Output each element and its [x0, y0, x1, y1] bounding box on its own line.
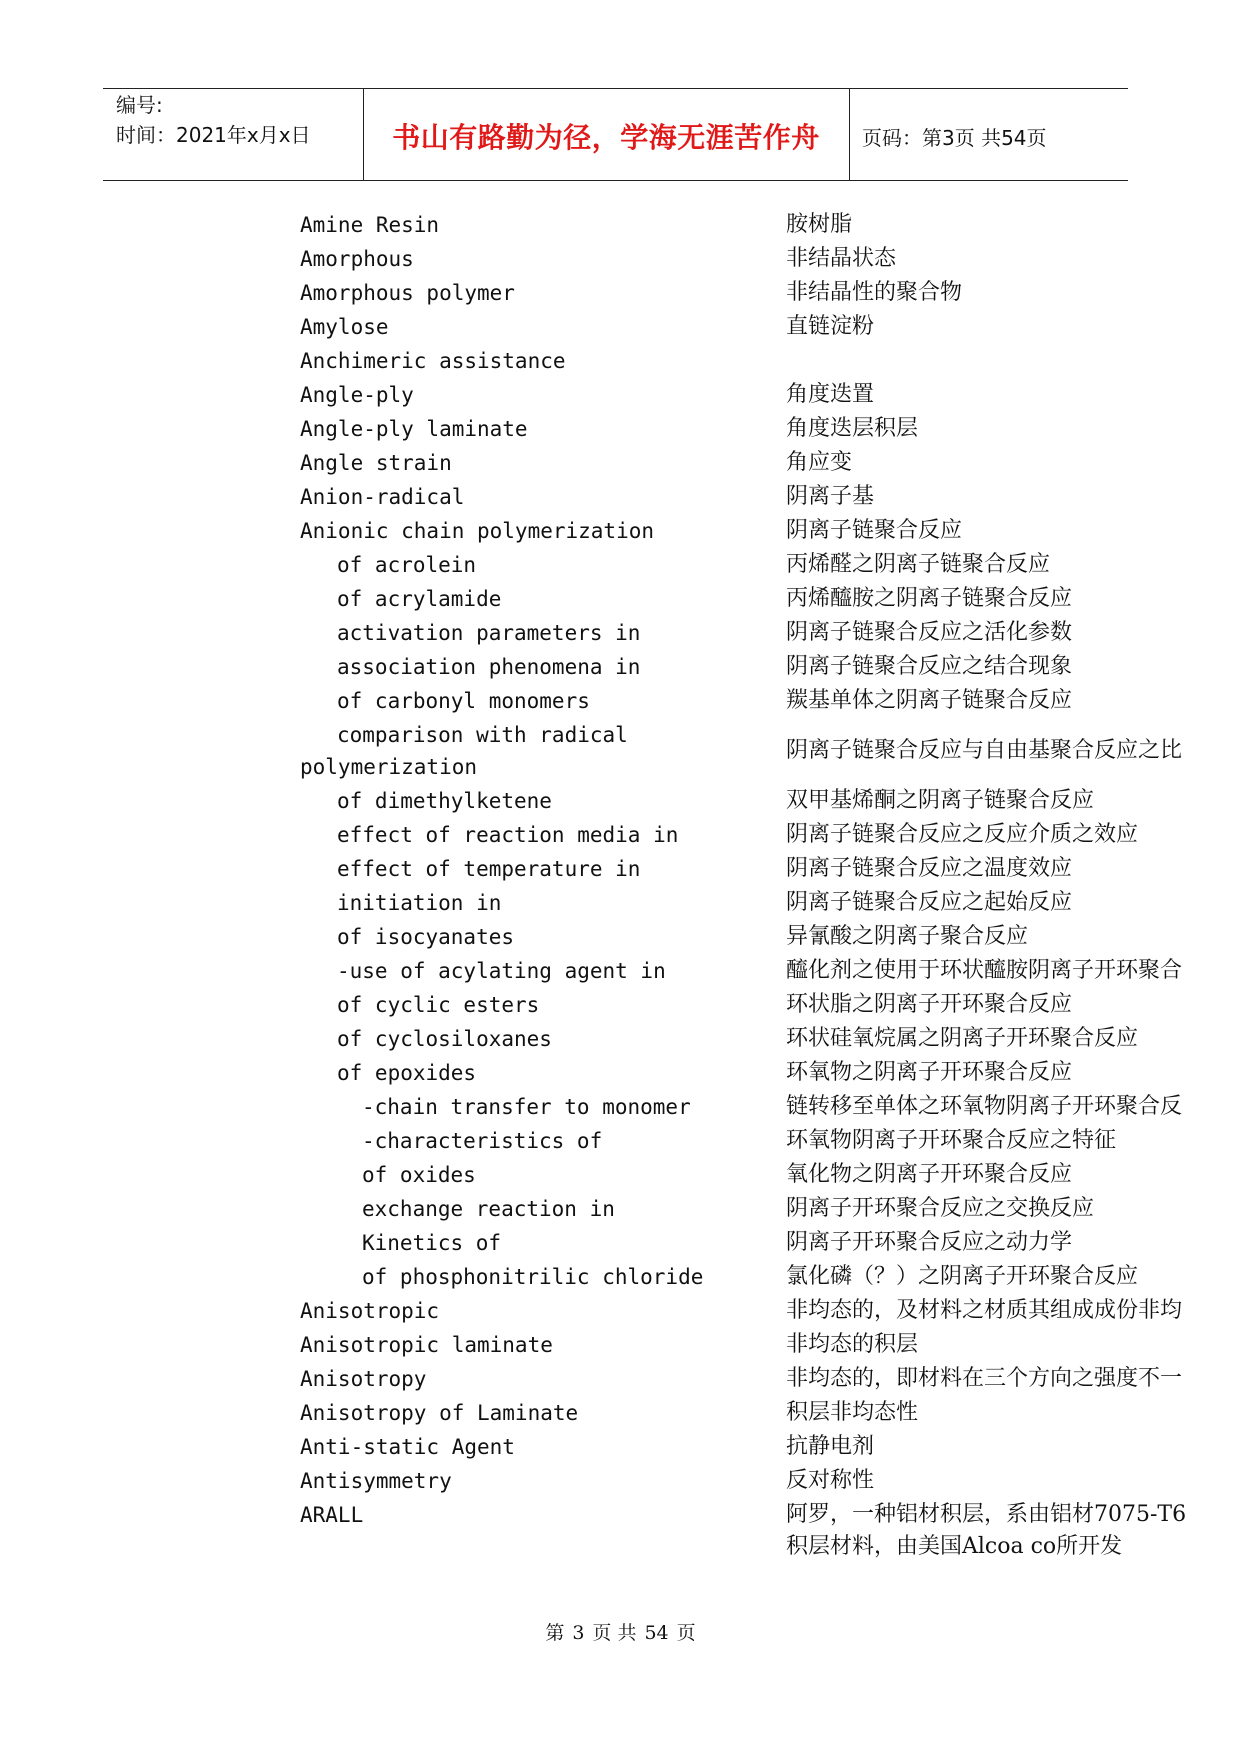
glossary-row	[0, 886, 1241, 920]
glossary-translation: 反对称性	[786, 1468, 875, 1493]
footer-suffix: 页	[676, 1622, 696, 1644]
glossary-term: of cyclosiloxanes	[337, 1027, 552, 1051]
glossary-row	[0, 1362, 1241, 1396]
glossary-row	[0, 1124, 1241, 1158]
glossary-translation: 醯化剂之使用于环状醯胺阴离子开环聚合	[786, 958, 1183, 983]
glossary-row	[0, 1260, 1241, 1294]
glossary-row	[0, 616, 1241, 650]
glossary-term: -use of acylating agent in	[337, 959, 666, 983]
header-page-info: 页码：第3页 共54页	[862, 126, 1047, 150]
glossary-row	[0, 480, 1241, 514]
header-bottom-rule	[103, 180, 1128, 181]
glossary-translation-continuation: 积层材料，由美国Alcoa co所开发	[786, 1534, 1123, 1559]
glossary-term: Kinetics of	[362, 1231, 502, 1255]
glossary-translation: 氧化物之阴离子开环聚合反应	[786, 1162, 1073, 1187]
glossary-term: of acrolein	[337, 553, 477, 577]
glossary-translation: 非均态的，即材料在三个方向之强度不一	[786, 1366, 1183, 1391]
glossary-translation: 非均态的，及材料之材质其组成成份非均	[786, 1298, 1183, 1323]
header-meta	[116, 90, 311, 150]
glossary-translation: 阴离子基	[786, 484, 875, 509]
glossary-translation: 角度迭层积层	[786, 416, 919, 441]
glossary-translation: 非结晶状态	[786, 246, 897, 271]
glossary-translation: 角应变	[786, 450, 853, 475]
glossary-term: Amylose	[300, 315, 389, 339]
glossary-translation: 羰基单体之阴离子链聚合反应	[786, 688, 1073, 713]
glossary-row	[0, 1430, 1241, 1464]
glossary-row	[0, 1226, 1241, 1260]
glossary-translation: 阿罗，一种铝材积层，系由铝材7075-T6	[786, 1502, 1187, 1527]
glossary-term: -characteristics of	[362, 1129, 603, 1153]
glossary-translation: 环状脂之阴离子开环聚合反应	[786, 992, 1073, 1017]
glossary-translation: 阴离子链聚合反应之结合现象	[786, 654, 1073, 679]
glossary-translation: 异氰酸之阴离子聚合反应	[786, 924, 1029, 949]
glossary-translation: 阴离子开环聚合反应之交换反应	[786, 1196, 1095, 1221]
glossary-term: Anisotropy of Laminate	[300, 1401, 579, 1425]
glossary-row	[0, 650, 1241, 684]
glossary-translation: 阴离子链聚合反应之反应介质之效应	[786, 822, 1139, 847]
glossary-row	[0, 1192, 1241, 1226]
glossary-term: Anti-static Agent	[300, 1435, 515, 1459]
glossary-term: Anionic chain polymerization	[300, 519, 655, 543]
glossary-translation: 阴离子链聚合反应之起始反应	[786, 890, 1073, 915]
glossary-translation: 丙烯醛之阴离子链聚合反应	[786, 552, 1051, 577]
glossary-term: Antisymmetry	[300, 1469, 452, 1493]
glossary-row	[0, 1090, 1241, 1124]
glossary-term: association phenomena in	[337, 655, 641, 679]
glossary-row	[0, 1498, 1241, 1564]
page-footer	[0, 1618, 1241, 1645]
glossary-term: of carbonyl monomers	[337, 689, 590, 713]
glossary-translation: 非结晶性的聚合物	[786, 280, 963, 305]
glossary-translation: 环氧物之阴离子开环聚合反应	[786, 1060, 1073, 1085]
glossary-term: of epoxides	[337, 1061, 477, 1085]
glossary-translation: 阴离子开环聚合反应之动力学	[786, 1230, 1073, 1255]
glossary-translation: 阴离子链聚合反应之活化参数	[786, 620, 1073, 645]
glossary-translation: 环状硅氧烷属之阴离子开环聚合反应	[786, 1026, 1139, 1051]
glossary-term: of cyclic esters	[337, 993, 540, 1017]
glossary-row	[0, 378, 1241, 412]
glossary-row	[0, 548, 1241, 582]
glossary-translation: 阴离子链聚合反应	[786, 518, 963, 543]
glossary-row	[0, 1328, 1241, 1362]
glossary-translation: 非均态的积层	[786, 1332, 919, 1357]
header-top-rule	[103, 88, 1128, 89]
glossary-row	[0, 514, 1241, 548]
header-date: 时间：2021年x月x日	[116, 123, 311, 147]
glossary-row	[0, 344, 1241, 378]
glossary-row	[0, 920, 1241, 954]
glossary-translation: 角度迭置	[786, 382, 875, 407]
glossary-term-continuation: polymerization	[300, 755, 478, 779]
glossary-row	[0, 208, 1241, 242]
glossary-row	[0, 446, 1241, 480]
glossary-term: of dimethylketene	[337, 789, 552, 813]
glossary-term: effect of reaction media in	[337, 823, 679, 847]
glossary-term: ARALL	[300, 1503, 364, 1527]
glossary-term: initiation in	[337, 891, 502, 915]
glossary-translation: 抗静电剂	[786, 1434, 875, 1459]
glossary-term: activation parameters in	[337, 621, 641, 645]
glossary-term: of oxides	[362, 1163, 476, 1187]
glossary-row	[0, 242, 1241, 276]
glossary-term: Anisotropic	[300, 1299, 440, 1323]
glossary-term: of phosphonitrilic chloride	[362, 1265, 704, 1289]
glossary-row	[0, 718, 1241, 784]
glossary-term: comparison with radical	[337, 723, 628, 747]
glossary-translation: 环氧物阴离子开环聚合反应之特征	[786, 1128, 1117, 1153]
header-motto: 书山有路勤为径，学海无涯苦作舟	[392, 121, 820, 154]
footer-prefix: 第	[545, 1622, 565, 1644]
footer-total-pages: 54	[644, 1622, 669, 1644]
glossary-translation: 氯化磷（？）之阴离子开环聚合反应	[786, 1264, 1139, 1289]
glossary-row	[0, 310, 1241, 344]
footer-middle: 页 共	[592, 1622, 637, 1644]
glossary-row	[0, 988, 1241, 1022]
glossary-term: Anion-radical	[300, 485, 465, 509]
glossary-term: Anisotropy	[300, 1367, 427, 1391]
glossary-translation: 积层非均态性	[786, 1400, 919, 1425]
glossary-translation: 阴离子链聚合反应与自由基聚合反应之比	[786, 738, 1183, 763]
glossary-term: of acrylamide	[337, 587, 502, 611]
footer-page-number: 3	[572, 1622, 585, 1644]
glossary-term: effect of temperature in	[337, 857, 641, 881]
glossary-row	[0, 276, 1241, 310]
glossary-term: of isocyanates	[337, 925, 515, 949]
glossary-row	[0, 582, 1241, 616]
glossary-term: Angle strain	[300, 451, 452, 475]
header-number-label: 编号:	[116, 93, 163, 117]
glossary-term: Amine Resin	[300, 213, 440, 237]
glossary-term: Anchimeric assistance	[300, 349, 566, 373]
glossary-translation: 阴离子链聚合反应之温度效应	[786, 856, 1073, 881]
glossary-row	[0, 1022, 1241, 1056]
glossary-term: Amorphous	[300, 247, 414, 271]
glossary-row	[0, 954, 1241, 988]
glossary-term: Amorphous polymer	[300, 281, 515, 305]
glossary-row	[0, 784, 1241, 818]
glossary-row	[0, 1158, 1241, 1192]
glossary-translation: 链转移至单体之环氧物阴离子开环聚合反	[786, 1094, 1183, 1119]
glossary-term: Anisotropic laminate	[300, 1333, 553, 1357]
glossary-row	[0, 1396, 1241, 1430]
glossary-translation: 直链淀粉	[786, 314, 875, 339]
glossary-translation: 双甲基烯酮之阴离子链聚合反应	[786, 788, 1095, 813]
glossary-term: Angle-ply	[300, 383, 414, 407]
glossary-row	[0, 818, 1241, 852]
header-divider-right	[849, 88, 850, 180]
glossary-term: exchange reaction in	[362, 1197, 615, 1221]
glossary-translation: 胺树脂	[786, 212, 853, 237]
glossary-row	[0, 412, 1241, 446]
glossary-row	[0, 1294, 1241, 1328]
glossary-translation: 丙烯醯胺之阴离子链聚合反应	[786, 586, 1073, 611]
glossary-row	[0, 852, 1241, 886]
glossary-term: Angle-ply laminate	[300, 417, 528, 441]
glossary-row	[0, 1464, 1241, 1498]
glossary-term: -chain transfer to monomer	[362, 1095, 691, 1119]
glossary-row	[0, 684, 1241, 718]
glossary-row	[0, 1056, 1241, 1090]
